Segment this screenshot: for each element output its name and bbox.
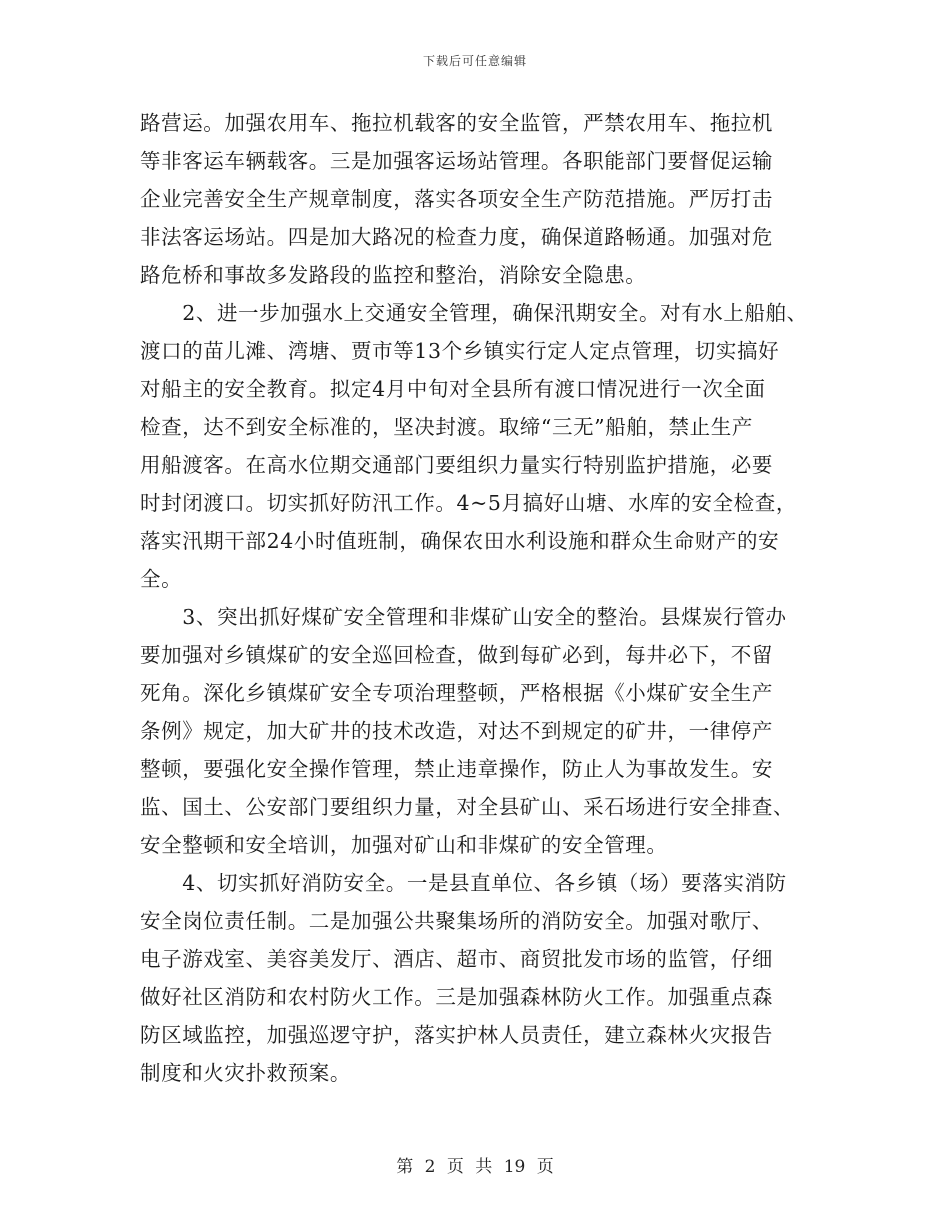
body-line: 2、进一步加强水上交通安全管理，确保汛期安全。对有水上船舶、 <box>140 301 808 325</box>
body-line: 企业完善安全生产规章制度，落实各项安全生产防范措施。严厉打击 <box>140 187 773 211</box>
body-line: 3、突出抓好煤矿安全管理和非煤矿山安全的整治。县煤炭行管办 <box>140 605 787 629</box>
body-line: 用船渡客。在高水位期交通部门要组织力量实行特别监护措施，必要 <box>140 453 773 477</box>
body-line: 路营运。加强农用车、拖拉机载客的安全监管，严禁农用车、拖拉机 <box>140 111 773 135</box>
body-line: 监、国土、公安部门要组织力量，对全县矿山、采石场进行安全排查、 <box>140 795 795 819</box>
body-line: 安全岗位责任制。二是加强公共聚集场所的消防安全。加强对歌厅、 <box>140 909 773 933</box>
page-footer: 第 2 页 共 19 页 <box>396 1157 554 1177</box>
body-line: 全。 <box>140 567 183 591</box>
body-line: 死角。深化乡镇煤矿安全专项治理整顿，严格根据《小煤矿安全生产 <box>140 681 773 705</box>
body-line: 安全整顿和安全培训，加强对矿山和非煤矿的安全管理。 <box>140 833 668 857</box>
body-line: 整顿，要强化安全操作管理，禁止违章操作，防止人为事故发生。安 <box>140 757 773 781</box>
body-line: 非法客运场站。四是加大路况的检查力度，确保道路畅通。加强对危 <box>140 225 773 249</box>
body-line: 电子游戏室、美容美发厅、酒店、超市、商贸批发市场的监管，仔细 <box>140 947 773 971</box>
body-line: 做好社区消防和农村防火工作。三是加强森林防火工作。加强重点森 <box>140 985 773 1009</box>
page-header: 下载后可任意编辑 <box>422 54 527 68</box>
body-line: 等非客运车辆载客。三是加强客运场站管理。各职能部门要督促运输 <box>140 149 773 173</box>
body-line: 检查，达不到安全标准的，坚决封渡。取缔“三无”船舶，禁止生产 <box>140 415 753 439</box>
body-line: 渡口的苗儿滩、湾塘、贾市等13个乡镇实行定人定点管理，切实搞好 <box>140 339 780 363</box>
body-line: 落实汛期干部24小时值班制，确保农田水利设施和群众生命财产的安 <box>140 529 780 553</box>
body-line: 4、切实抓好消防安全。一是县直单位、各乡镇（场）要落实消防 <box>140 871 787 895</box>
body-line: 路危桥和事故多发路段的监控和整治，消除安全隐患。 <box>140 263 647 287</box>
body-line: 条例》规定，加大矿井的技术改造，对达不到规定的矿井，一律停产 <box>140 719 773 743</box>
body-line: 时封闭渡口。切实抓好防汛工作。4~5月搞好山塘、水库的安全检查， <box>140 491 797 515</box>
body-line: 要加强对乡镇煤矿的安全巡回检查，做到每矿必到，每井必下，不留 <box>140 643 773 667</box>
body-line: 制度和火灾扑救预案。 <box>140 1061 351 1085</box>
body-line: 防区域监控，加强巡逻守护，落实护林人员责任，建立森林火灾报告 <box>140 1023 773 1047</box>
body-line: 对船主的安全教育。拟定4月中旬对全县所有渡口情况进行一次全面 <box>140 377 766 401</box>
